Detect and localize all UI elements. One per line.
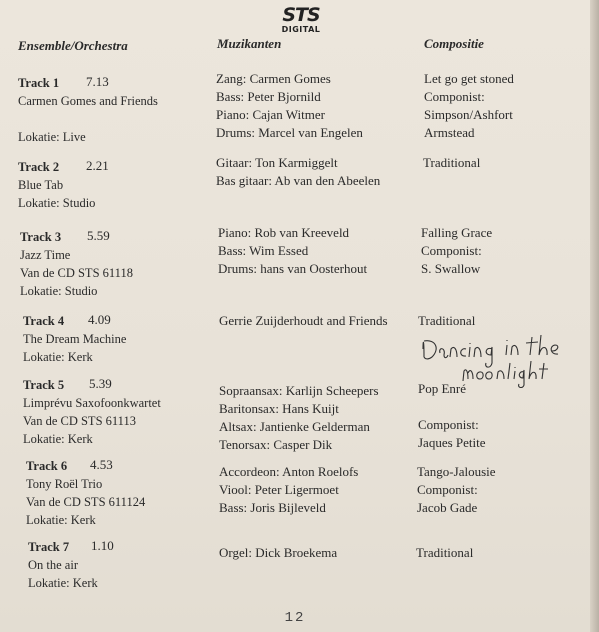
- header-ensemble: Ensemble/Orchestra: [18, 38, 128, 53]
- track-duration: 1.10: [91, 538, 114, 553]
- ensemble-line: Lokatie: Studio: [18, 196, 96, 210]
- header-musicians: Muzikanten: [217, 36, 282, 51]
- ensemble-line: Jazz Time: [20, 248, 71, 262]
- logo-mark: STS: [282, 4, 320, 26]
- musician-line: Bass: Peter Bjornild: [216, 89, 321, 104]
- track-duration: 7.13: [86, 74, 109, 89]
- ensemble-line: Lokatie: Studio: [20, 284, 98, 298]
- composition-line: Simpson/Ashfort: [424, 107, 513, 122]
- track-label: Track 4: [23, 314, 65, 328]
- ensemble-line: On the air: [28, 558, 78, 572]
- handwritten-note: [420, 333, 585, 388]
- composition-line: Jacob Gade: [417, 500, 478, 515]
- ensemble-line: The Dream Machine: [23, 332, 127, 346]
- composition-line: Componist:: [418, 417, 479, 432]
- page-fold-edge: [590, 0, 599, 632]
- sts-digital-logo: [272, 6, 330, 34]
- page-number: 12: [284, 610, 306, 626]
- track-duration: 5.39: [89, 376, 112, 391]
- ensemble-line: Tony Roël Trio: [26, 477, 103, 491]
- composition-line: Falling Grace: [421, 225, 493, 240]
- musician-line: Viool: Peter Ligermoet: [219, 482, 339, 497]
- track-duration: 4.09: [88, 312, 111, 327]
- ensemble-line: Lokatie: Live: [18, 130, 86, 144]
- ensemble-line: Lokatie: Kerk: [26, 513, 96, 527]
- ensemble-line: Lokatie: Kerk: [23, 432, 93, 446]
- ensemble-line: Lokatie: Kerk: [23, 350, 93, 364]
- composition-line: Traditional: [423, 155, 481, 170]
- composition-line: Let go get stoned: [424, 71, 514, 86]
- track-label: Track 3: [20, 230, 62, 244]
- track-label: Track 1: [18, 76, 60, 90]
- composition-line: Traditional: [416, 545, 474, 560]
- musician-line: Tenorsax: Casper Dik: [219, 437, 333, 452]
- composition-line: Jaques Petite: [418, 435, 486, 450]
- musician-line: Altsax: Jantienke Gelderman: [219, 419, 370, 434]
- logo-subtext: DIGITAL: [281, 25, 321, 34]
- track-duration: 5.59: [87, 228, 110, 243]
- musician-line: Gitaar: Ton Karmiggelt: [216, 155, 338, 170]
- track-duration: 2.21: [86, 158, 109, 173]
- ensemble-line: Limprévu Saxofoonkwartet: [23, 396, 161, 410]
- musician-line: Accordeon: Anton Roelofs: [219, 464, 359, 479]
- musician-line: Sopraansax: Karlijn Scheepers: [219, 383, 379, 398]
- musician-line: Piano: Rob van Kreeveld: [218, 225, 350, 240]
- ensemble-line: Van de CD STS 61118: [20, 266, 133, 280]
- musician-line: Orgel: Dick Broekema: [219, 545, 338, 560]
- track-label: Track 7: [28, 540, 70, 554]
- musician-line: Gerrie Zuijderhoudt and Friends: [219, 313, 388, 328]
- composition-line: Pop Enré: [418, 381, 467, 396]
- musician-line: Baritonsax: Hans Kuijt: [219, 401, 339, 416]
- track-duration: 4.53: [90, 457, 113, 472]
- composition-line: Componist:: [424, 89, 485, 104]
- ensemble-line: Carmen Gomes and Friends: [18, 94, 158, 108]
- composition-line: Componist:: [421, 243, 482, 258]
- ensemble-line: Van de CD STS 61113: [23, 414, 136, 428]
- composition-line: Traditional: [418, 313, 476, 328]
- track-label: Track 2: [18, 160, 60, 174]
- composition-line: S. Swallow: [421, 261, 481, 276]
- musician-line: Bass: Wim Essed: [218, 243, 309, 258]
- ensemble-line: Van de CD STS 611124: [26, 495, 146, 509]
- musician-line: Bass: Joris Bijleveld: [219, 500, 326, 515]
- musician-line: Drums: hans van Oosterhout: [218, 261, 368, 276]
- composition-line: Armstead: [424, 125, 475, 140]
- ensemble-line: Blue Tab: [18, 178, 64, 192]
- header-composition: Compositie: [424, 36, 484, 51]
- track-label: Track 5: [23, 378, 65, 392]
- musician-line: Zang: Carmen Gomes: [216, 71, 331, 86]
- composition-line: Tango-Jalousie: [417, 464, 496, 479]
- composition-line: Componist:: [417, 482, 478, 497]
- musician-line: Drums: Marcel van Engelen: [216, 125, 363, 140]
- musician-line: Bas gitaar: Ab van den Abeelen: [216, 173, 381, 188]
- musician-line: Piano: Cajan Witmer: [216, 107, 325, 122]
- track-label: Track 6: [26, 459, 68, 473]
- ensemble-line: Lokatie: Kerk: [28, 576, 98, 590]
